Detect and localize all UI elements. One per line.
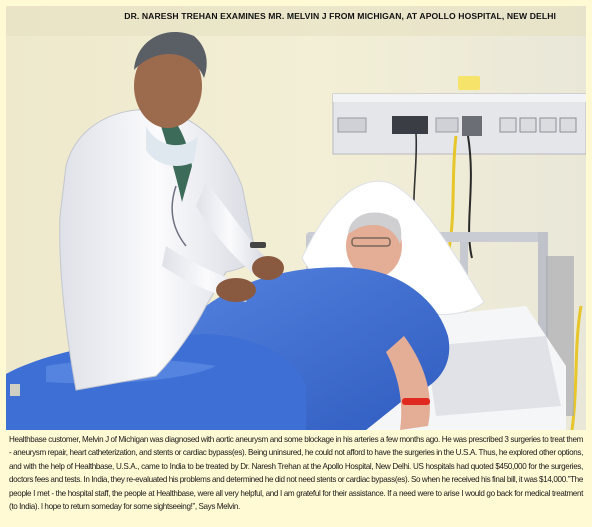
wall-lamp bbox=[458, 76, 480, 90]
photo-caption: DR. NARESH TREHAN EXAMINES MR. MELVIN J FROM MICHIGAN, AT APOLLO HOSPITAL, NEW DELHI bbox=[124, 11, 556, 21]
story-text: Healthbase customer, Melvin J of Michigan was diagnosed with aortic aneurysm and some blockage in his arteries a few months ago. He was prescribed 3 surgeries to treat them - aneurysm repair, heart catheterization, and stents or cardiac bypass(es). Being uninsured, he could not afford to have the surgeries in the U.S.A. Thus, he explored other options, and with the help of Healthbase, U.S.A., came to India to be treated by Dr. Naresh Trehan at the Apollo Hospital, New Delhi. US hospitals had quoted $450,000 for the surgeries, doctors fees and tests. In India, they re-evaluated his problems and determined he did not need stents or cardiac bypass(es). So when he received his final bill, it was $14,000.”The people I met - the hospital staff, the people at Healthbase, were all very helpful, and I am grateful for their assistance. If a need were to arise I would go back for medical treatment (to India). I hope to return someday for some sightseeing!”, Says Melvin. bbox=[9, 435, 583, 512]
wristband bbox=[402, 398, 430, 405]
hospital-photo bbox=[6, 6, 586, 430]
wall-panel bbox=[333, 94, 586, 154]
wall-socket bbox=[10, 384, 20, 396]
